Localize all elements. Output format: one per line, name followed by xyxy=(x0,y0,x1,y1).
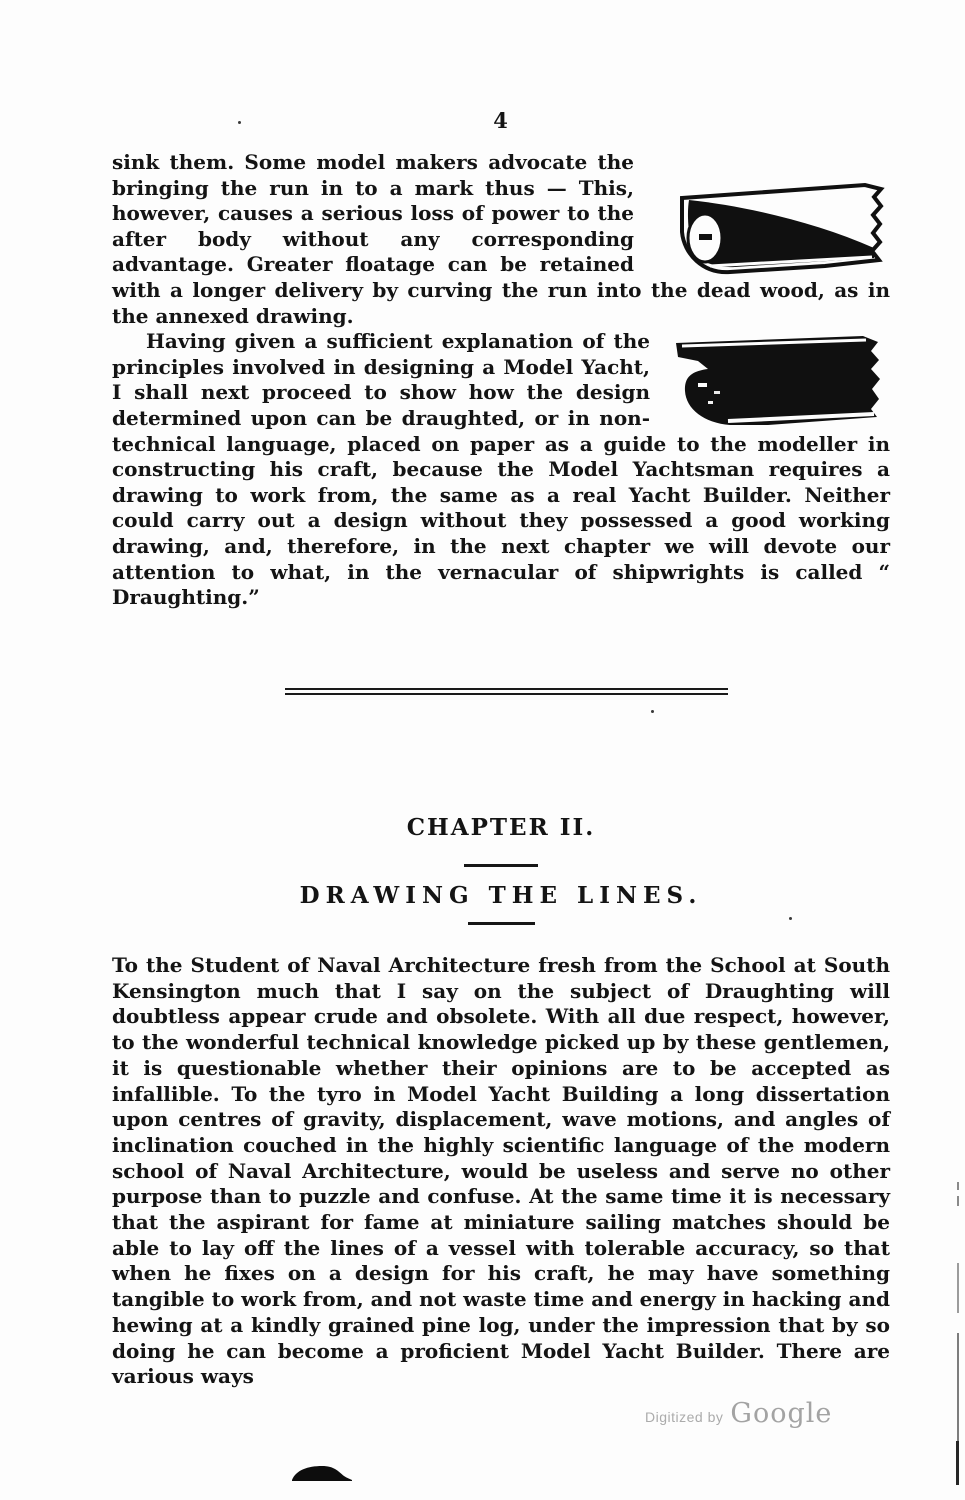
stern-cut-illustration-frame xyxy=(642,150,890,276)
chapter-body-paragraph: To the Student of Naval Architecture fresh from the School at South Kensington much that I say on the subject of Draughting will doubtless appear crude and obsolete. With all due respect, however, to the wonderful technical knowledge picked up by these gentlemen, it is questionable whether their opinions are to be accepted as infallible. To the tyro in Model Yacht Building a long dissertation upon centres of gravity, displacement, wave motions, and angles of inclination couched in the highly scientific language of the modern school of Naval Architecture, would be useless and serve no other purpose than to puzzle and confuse. At the same time it is necessary that the aspirant for fame at miniature sailing matches should be able to lay off the lines of a vessel with tolerable accuracy, so that when he fixes on a design for his craft, he may have something tangible to work from, and not waste time and energy in hacking and hewing at a kindly grained pine log, under the impression that by so doing he can become a proficient Model Yacht Builder. There are various ways xyxy=(112,953,890,1389)
google-watermark xyxy=(645,1398,832,1429)
page-edge-line xyxy=(956,1441,959,1485)
stern-run-cut-illustration xyxy=(675,182,890,276)
paragraph-draughting-intro xyxy=(112,329,890,611)
page-number: 4 xyxy=(493,108,509,133)
ink-speck xyxy=(651,710,654,713)
digitized-by-label: Digitized by xyxy=(645,1409,724,1425)
chapter-heading-block xyxy=(112,816,890,925)
page-edge-line xyxy=(957,1263,959,1313)
deadwood-illustration-frame xyxy=(658,329,890,429)
page-edge-mark xyxy=(957,1196,959,1206)
chapter-title: CHAPTER II. xyxy=(406,814,596,841)
ink-smudge xyxy=(288,1463,354,1486)
page-edge-mark xyxy=(957,1182,959,1190)
section-double-rule xyxy=(285,688,728,695)
paragraph-run-to-mark xyxy=(112,150,890,329)
paragraph-text: sink them. Some model makers advocate the bringing the run in to a mark thus — This, however, causes a serious loss of power to the after body without any corresponding advantage. Greater floatage can be retained with a longer delivery by curving the run into the dead wood, as in the annexed drawing. xyxy=(112,150,890,328)
stern-deadwood-illustration xyxy=(668,333,890,429)
ink-smudge-shape xyxy=(288,1463,354,1482)
chapter-subtitle: DRAWING THE LINES. xyxy=(299,882,703,909)
intro-section xyxy=(112,150,890,611)
paragraph-text: Having given a sufficient explanation of the principles involved in designing a Model Yacht, I shall next proceed to show how the design determined upon can be draughted, or in non-technical language, placed on paper as a guide to the modeller in constructing his craft, because the Model Yachtsman requires a drawing to work from, the same as a real Yacht Builder. Neither could carry out a design without they possessed a good working drawing, and, therefore, in the next chapter we will devote our attention to what, in the vernacular of shipwrights is called “ Draughting.” xyxy=(112,329,890,610)
ink-speck xyxy=(238,121,241,124)
chapter-subtitle-rule xyxy=(468,922,535,925)
chapter-title-rule xyxy=(464,864,538,867)
page-edge-line xyxy=(957,1333,959,1441)
google-logo: Google xyxy=(730,1398,833,1429)
